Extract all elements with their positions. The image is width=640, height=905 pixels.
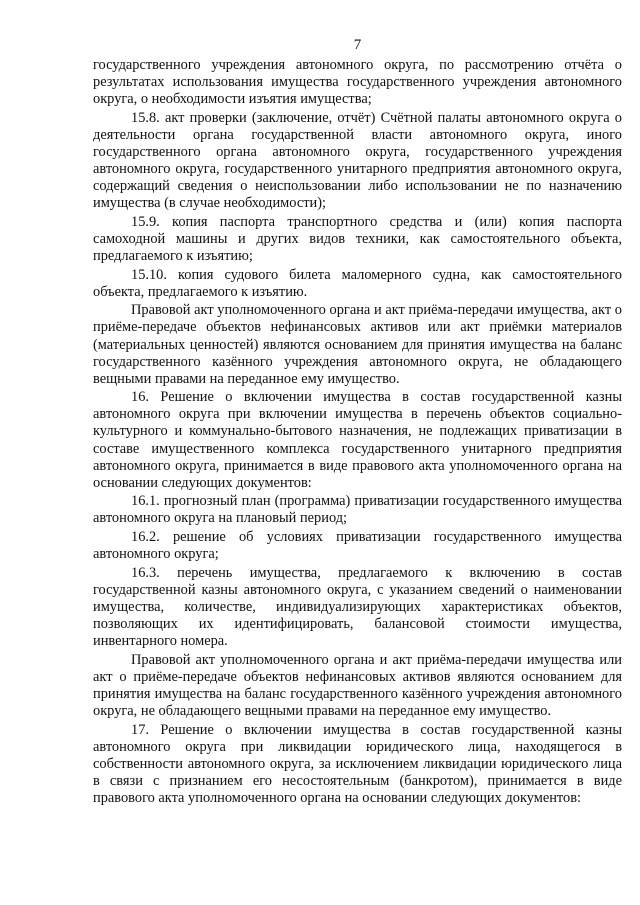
paragraph-16-2: 16.2. решение об условиях приватизации государственного имущества автономного округа; — [93, 529, 622, 563]
paragraph-17: 17. Решение о включении имущества в состав государственной казны автономного округа при ликвидации юридического лица, находящегося в собственности автономного округа, за исключением ликвидации юридического лица в связи с признанием его несостоятельным (банкротом), принимается в виде правового акта уполномоченного органа на основании следующих документов: — [93, 721, 622, 806]
paragraph-continuation: государственного учреждения автономного округа, по рассмотрению отчёта о результатах использования имущества государственного учреждения автономного округа, о необходимости изъятия имущества; — [93, 57, 622, 108]
paragraph-legal-act-1: Правовой акт уполномоченного органа и акт приёма-передачи имущества, акт о приёме-передаче объектов нефинансовых активов или акт приёмки материалов (материальных ценностей) являются основанием для принятия имущества на баланс государственного казённого учреждения автономного округа, не обладающего вещными правами на переданное ему имущество. — [93, 302, 622, 387]
paragraph-15-9: 15.9. копия паспорта транспортного средства и (или) копия паспорта самоходной машины и других видов техники, как самостоятельного объекта, предлагаемого к изъятию; — [93, 213, 622, 265]
paragraph-16: 16. Решение о включении имущества в состав государственной казны автономного округа при включении имущества в перечень объектов социально-культурного и коммунально-бытового назначения, не подлежащих приватизации в составе имущественного комплекса государственного унитарного предприятия автономного округа, принимается в виде правового акта уполномоченного органа на основании следующих документов: — [93, 389, 622, 491]
paragraph-15-8: 15.8. акт проверки (заключение, отчёт) Счётной палаты автономного округа о деятельности органа государственной власти автономного округа, иного государственного органа автономного округа, государственного учреждения автономного округа, государственного унитарного предприятия автономного округа, содержащий сведения о неиспользовании либо использовании не по назначению имущества (в случае необходимости); — [93, 109, 622, 212]
paragraph-15-10: 15.10. копия судового билета маломерного судна, как самостоятельного объекта, предлагаемого к изъятию. — [93, 266, 622, 300]
paragraph-16-1: 16.1. прогнозный план (программа) приватизации государственного имущества автономного округа на плановый период; — [93, 493, 622, 527]
paragraph-16-3: 16.3. перечень имущества, предлагаемого к включению в состав государственной казны автономного округа, с указанием сведений о наименовании имущества, количестве, индивидуализирующих характеристиках объектов, позволяющих их идентифицировать, балансовой стоимости имущества, инвентарного номера. — [93, 564, 622, 650]
paragraph-legal-act-2: Правовой акт уполномоченного органа и акт приёма-передачи имущества или акт о приёме-передаче объектов нефинансовых активов являются основанием для принятия имущества на баланс государственного казённого учреждения автономного округа, не обладающего вещными правами на переданное ему имущество. — [93, 651, 622, 719]
page-number: 7 — [353, 37, 362, 53]
